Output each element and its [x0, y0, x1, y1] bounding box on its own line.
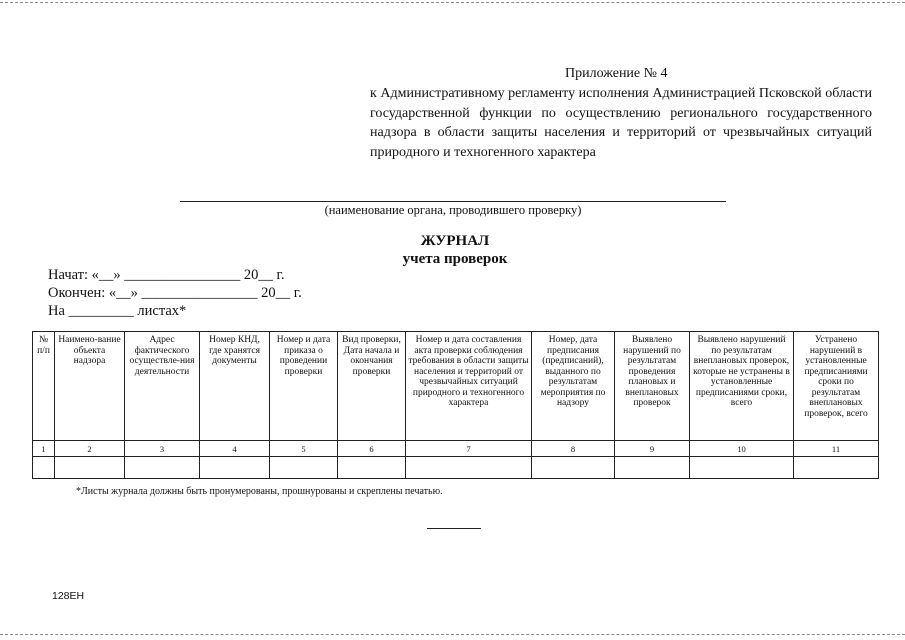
header-cell: Номер и дата составления акта проверки соблюдения требования в области защиты населения и территорий от чрезвычайных ситуаций природного и техногенного характера [406, 332, 532, 441]
header-cell: Адрес фактического осуществле-ния деятельности [125, 332, 200, 441]
finished-date-line: Окончен: «__» ________________ 20__ г. [48, 285, 302, 301]
sheets-count-line: На _________ листах* [48, 303, 187, 319]
column-number: 1 [33, 441, 55, 457]
scan-edge-bottom [0, 634, 905, 635]
organ-name-line [180, 201, 726, 202]
organ-caption: (наименование органа, проводившего проверку) [324, 203, 582, 217]
journal-title: ЖУРНАЛ [420, 233, 490, 249]
column-number: 3 [125, 441, 200, 457]
column-number: 10 [690, 441, 794, 457]
empty-cell [406, 457, 532, 479]
column-number: 2 [55, 441, 125, 457]
empty-cell [55, 457, 125, 479]
appendix-text: к Административному регламенту исполнения Администрацией Псковской области государственной функции по осуществлению регионального государственного надзора в области защиты населения и территорий от чрезвычайных ситуаций природного и техногенного характера [370, 86, 872, 160]
empty-cell [615, 457, 690, 479]
header-cell: № п/п [33, 332, 55, 441]
empty-cell [270, 457, 338, 479]
document-code: 128ЕН [52, 590, 85, 602]
empty-cell [200, 457, 270, 479]
journal-subtitle: учета проверок [402, 251, 508, 267]
header-cell: Устранено нарушений в установленные предписаниями сроки по результатам внеплановых проверок, всего [794, 332, 879, 441]
header-cell: Выявлено нарушений по результатам внеплановых проверок, которые не устранены в установленные предписаниями сроки, всего [690, 332, 794, 441]
footnote: *Листы журнала должны быть пронумерованы, прошнурованы и скреплены печатью. [76, 486, 443, 497]
header-cell: Номер КНД, где хранятся документы [200, 332, 270, 441]
appendix-title: Приложение № 4 [565, 66, 668, 81]
header-cell: Выявлено нарушений по результатам проведения плановых и внеплановых проверок [615, 332, 690, 441]
empty-cell [532, 457, 615, 479]
column-number: 5 [270, 441, 338, 457]
empty-entry-row [33, 457, 879, 479]
inspection-registry-table [32, 331, 879, 479]
table-header-row [33, 332, 879, 441]
column-number: 4 [200, 441, 270, 457]
header-cell: Номер, дата предписания (предписаний), выданного по результатам мероприятия по надзору [532, 332, 615, 441]
column-number-row [33, 441, 879, 457]
started-date-line: Начат: «__» ________________ 20__ г. [48, 267, 285, 283]
column-number: 8 [532, 441, 615, 457]
empty-cell [690, 457, 794, 479]
empty-cell [338, 457, 406, 479]
header-cell: Вид проверки, Дата начала и окончания проверки [338, 332, 406, 441]
header-cell: Наимено-вание объекта надзора [55, 332, 125, 441]
column-number: 9 [615, 441, 690, 457]
empty-cell [794, 457, 879, 479]
end-dash-line [427, 528, 481, 529]
column-number: 6 [338, 441, 406, 457]
column-number: 11 [794, 441, 879, 457]
scan-edge-top [0, 2, 905, 3]
column-number: 7 [406, 441, 532, 457]
empty-cell [125, 457, 200, 479]
empty-cell [33, 457, 55, 479]
header-cell: Номер и дата приказа о проведении проверки [270, 332, 338, 441]
